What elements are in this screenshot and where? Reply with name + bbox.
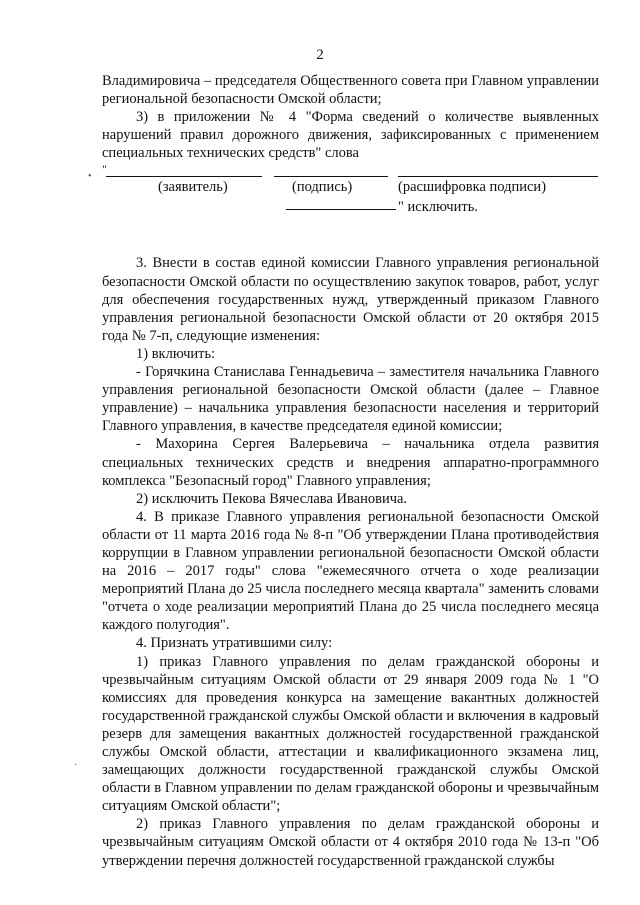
document-body bbox=[102, 72, 599, 870]
decoding-caption: (расшифровка подписи) bbox=[398, 179, 547, 196]
item-4-repeal: 4. Признать утратившими силу: bbox=[136, 635, 333, 652]
item-3-1-goryachkin: - Горячкина Станислава Геннадьевича – заместителя начальника Главного управления региональной безопасности Омской области (далее – Главное управление) – начальника управления безопасности населения и территорий Главного управления, в качестве председателя единой комиссии; bbox=[102, 364, 599, 435]
paragraph-continuation: Владимировича – председателя Общественного совета при Главном управлении региональной безопасности Омской области; bbox=[102, 73, 599, 108]
item-4-1: 1) приказ Главного управления по делам гражданской обороны и чрезвычайным ситуациям Омской области от 29 января 2009 года № 1 "О комиссиях для проведения конкурса на замещение вакантных должностей государственной гражданской службы Омской области и включения в кадровый резерв для замещения вакантных должностей государственной гражданской службы Омской области, аттестации и квалификационного экзамена лиц, замещающих должности государственной гражданской службы Омской области в Главном управлении по делам гражданской обороны и чрезвычайным ситуациям Омской области"; bbox=[102, 653, 599, 815]
applicant-line bbox=[106, 176, 262, 177]
applicant-caption: (заявитель) bbox=[158, 179, 228, 196]
opening-quote: " bbox=[102, 162, 107, 177]
item-3-2: 2) исключить Пекова Вячеслава Ивановича. bbox=[136, 490, 408, 507]
signature-caption: (подпись) bbox=[292, 179, 353, 196]
item-3-1-makhorin: - Махорина Сергея Валерьевича – начальника отдела развития специальных технических средств и внедрения аппаратно-программного комплекса "Безопасный город" Главного управления; bbox=[102, 436, 599, 489]
item-3: 3. Внести в состав единой комиссии Главного управления региональной безопасности Омской области по осуществлению закупок товаров, работ, услуг для обеспечения государственных нужд, утвержденный приказом Главного управления региональной безопасности Омской области от 20 октября 2015 года № 7-п, следующие изменения: bbox=[102, 255, 599, 344]
item-4-2: 2) приказ Главного управления по делам гражданской обороны и чрезвычайным ситуациям Омской области от 4 октября 2010 года № 13-п "Об утверждении перечня должностей государственной гражданской службы bbox=[102, 816, 599, 869]
signature-block bbox=[102, 164, 599, 226]
exclude-phrase: " исключить. bbox=[398, 199, 478, 216]
decoding-line bbox=[398, 176, 598, 177]
page-number: 2 bbox=[316, 47, 324, 63]
paragraph-appendix-4: 3) в приложении № 4 "Форма сведений о количестве выявленных нарушений правил дорожного движения, зафиксированных с применением специальных технических средств" слова bbox=[102, 109, 599, 162]
signature-line bbox=[274, 176, 388, 177]
scan-speck: • bbox=[88, 171, 92, 182]
item-3-1: 1) включить: bbox=[136, 345, 216, 362]
item-4: 4. В приказе Главного управления региональной безопасности Омской области от 11 марта 2016 года № 8-п "Об утверждении Плана противодействия коррупции в Главном управлении региональной безопасности Омской области на 2016 – 2017 годы" слова "ежемесячного отчета о ходе реализации мероприятий Плана до 25 числа последнего месяца квартала" заменить словами "отчета о ходе реализации мероприятий Плана до 25 числа последнего месяца каждого полугодия". bbox=[102, 508, 599, 634]
blank-line bbox=[286, 209, 396, 210]
scan-speck: · bbox=[74, 760, 78, 771]
